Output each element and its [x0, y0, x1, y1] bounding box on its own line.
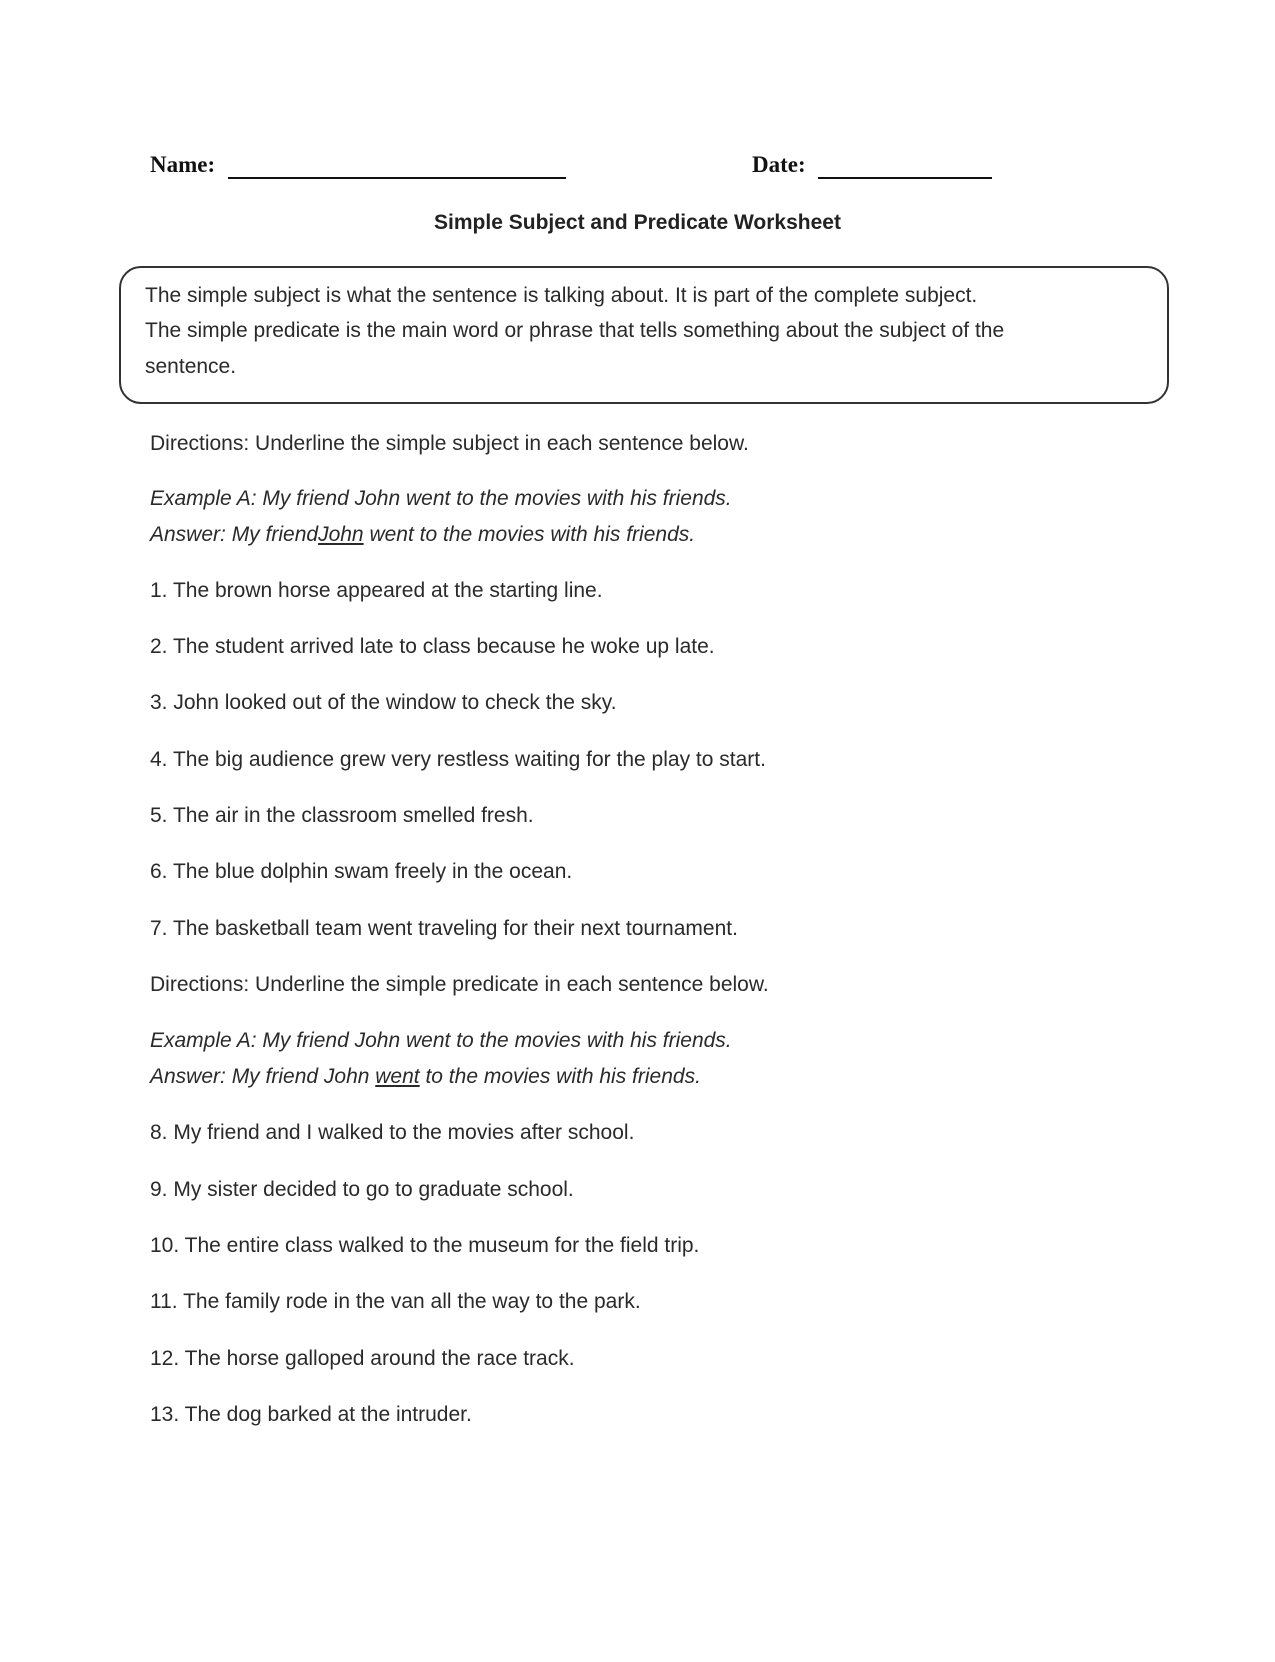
subject-answer-pre: Answer: My friend [150, 523, 319, 546]
predicate-answer-pre: Answer: My friend John [150, 1065, 376, 1088]
subject-item-6: 6. The blue dolphin swam freely in the ocean. [150, 860, 573, 883]
definition-line-3: sentence. [145, 355, 237, 378]
definition-line-2: The simple predicate is the main word or phrase that tells something about the subject of the [145, 319, 1005, 342]
predicate-item-11: 11. The family rode in the van all the way to the park. [150, 1290, 641, 1313]
predicate-item-9: 9. My sister decided to go to graduate school. [150, 1178, 574, 1201]
subject-item-2: 2. The student arrived late to class because he woke up late. [150, 635, 715, 658]
subject-item-1: 1. The brown horse appeared at the starting line. [150, 579, 603, 602]
subject-answer-underlined: John [318, 523, 364, 546]
predicate-answer [150, 1065, 701, 1089]
predicate-answer-underlined: went [375, 1065, 420, 1088]
predicate-answer-post: to the movies with his friends. [419, 1065, 701, 1088]
definition-line-1: The simple subject is what the sentence is talking about. It is part of the complete subject. [145, 284, 978, 307]
subject-answer [150, 523, 695, 547]
date-label: Date: [752, 152, 806, 177]
subject-answer-post: went to the movies with his friends. [363, 523, 696, 546]
date-blank-line[interactable] [818, 177, 992, 179]
predicate-item-13: 13. The dog barked at the intruder. [150, 1403, 472, 1426]
predicate-item-10: 10. The entire class walked to the museum for the field trip. [150, 1234, 700, 1257]
subject-example: Example A: My friend John went to the movies with his friends. [150, 487, 732, 510]
predicate-directions: Directions: Underline the simple predicate in each sentence below. [150, 973, 769, 996]
worksheet-title: Simple Subject and Predicate Worksheet [434, 211, 841, 234]
subject-item-5: 5. The air in the classroom smelled fresh. [150, 804, 534, 827]
definition-box [119, 266, 1169, 404]
predicate-example: Example A: My friend John went to the movies with his friends. [150, 1029, 732, 1052]
predicate-item-12: 12. The horse galloped around the race track. [150, 1347, 575, 1370]
name-blank-line[interactable] [228, 177, 566, 179]
subject-item-4: 4. The big audience grew very restless waiting for the play to start. [150, 748, 766, 771]
predicate-item-8: 8. My friend and I walked to the movies after school. [150, 1121, 635, 1144]
subject-item-3: 3. John looked out of the window to check the sky. [150, 691, 617, 714]
name-label: Name: [150, 152, 216, 177]
header-row [150, 148, 1050, 184]
subject-directions: Directions: Underline the simple subject in each sentence below. [150, 432, 749, 455]
subject-item-7: 7. The basketball team went traveling for their next tournament. [150, 917, 738, 940]
